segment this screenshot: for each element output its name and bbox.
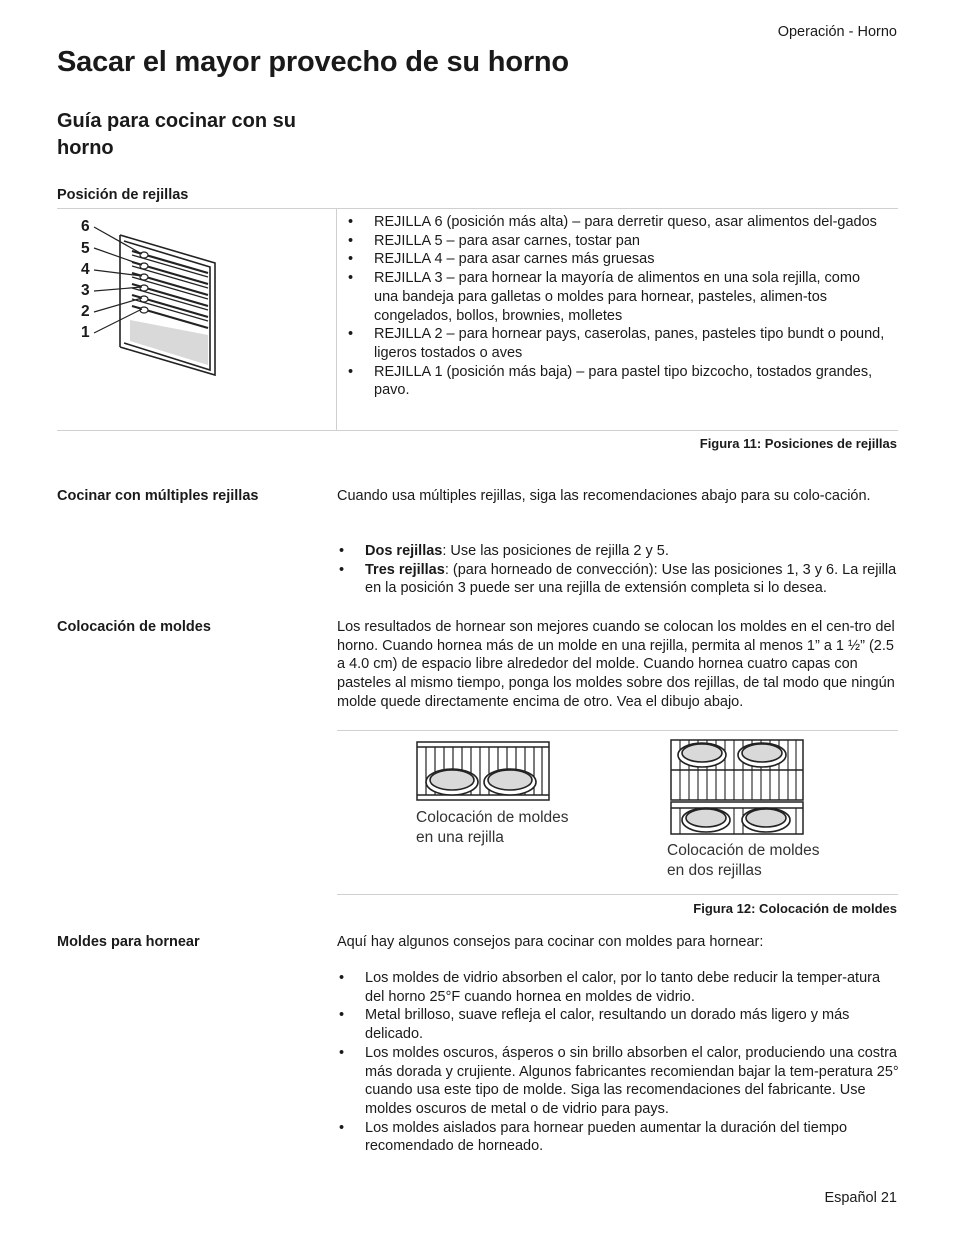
label-line: en dos rejillas — [667, 862, 762, 879]
rack-positions-heading: Posición de rejillas — [57, 187, 189, 203]
rack-number: 6 — [81, 218, 90, 235]
one-rack-diagram — [414, 738, 552, 804]
list-item: • Los moldes oscuros, ásperos o sin brillo absorben el calor, produciendo una costra más dorada y crujiente. Algunos fabricantes recomiendan bajar la tem-peratura 25° cuando usa este tipo de molde. Siga las recomendaciones del fabricante. Use moldes oscuros de metal o de vidrio para pays. — [337, 1044, 899, 1119]
multi-rack-intro: Cuando usa múltiples rejillas, siga las recomendaciones abajo para su colo-cación. — [337, 488, 871, 504]
multi-rack-list — [337, 542, 899, 598]
list-item: • Los moldes de vidrio absorben el calor, por lo tanto debe reducir la temper-atura del horno 25°F cuando hornea en moldes de vidrio. — [337, 969, 899, 1006]
label-line: Colocación de moldes — [416, 809, 569, 826]
divider — [57, 208, 898, 209]
rack-number: 1 — [81, 324, 90, 341]
multi-rack-heading: Cocinar con múltiples rejillas — [57, 488, 259, 504]
list-item: • REJILLA 1 (posición más baja) – para pastel tipo bizcocho, tostados grandes, pavo. — [346, 363, 886, 400]
list-item: • REJILLA 3 – para hornear la mayoría de alimentos en una sola rejilla, como una bandeja para galletas o moldes para hornear, pasteles, alimen-tos congelados, bollos, brownies, molletes — [346, 269, 886, 325]
page-title: Sacar el mayor provecho de su horno — [57, 46, 569, 78]
rack-number: 2 — [81, 303, 90, 320]
pan-placement-heading: Colocación de moldes — [57, 619, 211, 635]
item-text: : Use las posiciones de rejilla 2 y 5. — [442, 543, 669, 559]
figure-caption: Figura 12: Colocación de moldes — [693, 901, 897, 916]
item-text: : (para horneado de convección): Use las posiciones 1, 3 y 6. La rejilla en la posición 3 puede ser una rejilla de extensión completa si lo desea. — [365, 561, 897, 597]
list-item: • REJILLA 6 (posición más alta) – para derretir queso, asar alimentos del-gados — [346, 213, 886, 232]
list-item — [337, 542, 899, 561]
header-section: Operación - Horno — [777, 24, 897, 40]
divider — [337, 730, 898, 731]
rack-number: 5 — [81, 240, 90, 257]
divider — [337, 894, 898, 895]
rack-number: 4 — [81, 261, 90, 278]
item-bold: Dos rejillas — [365, 543, 443, 559]
list-item: • REJILLA 4 – para asar carnes más gruesas — [346, 250, 886, 269]
divider — [336, 209, 337, 430]
list-item: • Los moldes aislados para hornear pueden aumentar la duración del tiempo recomendado de horneado. — [337, 1119, 899, 1156]
list-item: • REJILLA 5 – para asar carnes, tostar pan — [346, 232, 886, 251]
list-item: • Metal brilloso, suave refleja el calor, resultando un dorado más ligero y más delicado. — [337, 1006, 899, 1043]
baking-pans-heading: Moldes para hornear — [57, 934, 200, 950]
baking-pans-intro: Aquí hay algunos consejos para cocinar con moldes para hornear: — [337, 934, 764, 950]
pan-placement-text: Los resultados de hornear son mejores cuando se colocan los moldes en el cen-tro del horno. Cuando hornea más de un molde en una rejilla, permita al menos 1” a 1 ½” (2.5 a 4.0 cm) de espacio libre alrededor del molde. Cuando hornea cuatro capas con pasteles al mismo tiempo, ponga los moldes sobre dos rejillas, de tal modo que ningún molde quede directamente encima de otro. Vea el dibujo abajo. — [337, 619, 895, 710]
figure-label-two-racks — [667, 841, 820, 881]
label-line: en una rejilla — [416, 829, 504, 846]
two-rack-diagram — [668, 738, 806, 838]
page-number: Español 21 — [824, 1190, 897, 1206]
label-line: Colocación de moldes — [667, 842, 820, 859]
oven-rack-diagram — [90, 215, 230, 380]
rack-number: 3 — [81, 282, 90, 299]
rack-positions-list — [346, 213, 886, 400]
divider — [57, 430, 898, 431]
section-title: Guía para cocinar con su horno — [57, 110, 296, 159]
item-bold: Tres rejillas — [365, 561, 445, 578]
figure-label-one-rack — [416, 808, 569, 848]
list-item — [337, 561, 899, 598]
figure-caption: Figura 11: Posiciones de rejillas — [699, 436, 897, 451]
list-item: • REJILLA 2 – para hornear pays, caserolas, panes, pasteles tipo bundt o pound, ligeros tostados o aves — [346, 325, 886, 362]
baking-pans-list — [337, 969, 899, 1156]
